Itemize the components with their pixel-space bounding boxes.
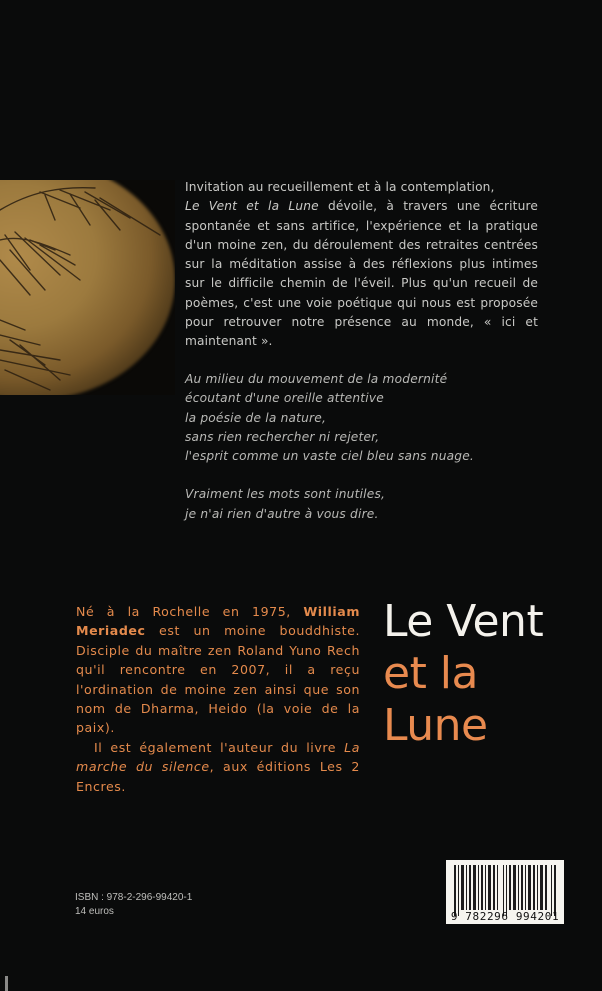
barcode-bars bbox=[454, 865, 558, 910]
isbn-label: ISBN : 978-2-296-99420-1 bbox=[75, 892, 193, 903]
bio-text: Né à la Rochelle en 1975, bbox=[76, 604, 304, 619]
poem-line: sans rien rechercher ni rejeter, bbox=[185, 429, 380, 444]
poem-line: je n'ai rien d'autre à vous dire. bbox=[185, 506, 379, 521]
author-name: William Meriadec bbox=[76, 604, 360, 639]
book-title bbox=[383, 596, 543, 752]
book-title-ref: La marche du silence bbox=[76, 739, 360, 775]
pine-branches-icon bbox=[0, 180, 175, 395]
title-line-2: et la bbox=[383, 648, 478, 699]
title-line-1: Le Vent bbox=[383, 596, 544, 647]
author-bio bbox=[76, 602, 360, 796]
poem-line: l'esprit comme un vaste ciel bleu sans nuage. bbox=[185, 449, 475, 464]
blurb-line1: Invitation au recueillement et à la contemplation, bbox=[185, 180, 495, 194]
poem-line: Au milieu du mouvement de la modernité bbox=[185, 372, 448, 386]
blurb-title-ref: Le Vent et la Lune bbox=[185, 199, 319, 214]
bio-paragraph-2 bbox=[76, 738, 360, 796]
blurb-body: dévoile, à travers une écriture spontanée et sans artifice, l'expérience et la pratique d'un moine zen, du déroulement des retraites centrées sur la méditation assise à des réflexions plus intimes sur le difficile chemin de l'éveil. Plus qu'un recueil de poèmes, c'est une voie poétique qui nous est proposée pour retrouver notre présence au monde, « ici et maintenant ». bbox=[185, 199, 538, 349]
poem bbox=[185, 370, 545, 524]
edge-mark bbox=[5, 976, 8, 991]
barcode bbox=[446, 860, 564, 924]
bio-paragraph-1 bbox=[76, 602, 360, 738]
poem-line: écoutant d'une oreille attentive bbox=[185, 391, 384, 406]
moon-photo bbox=[0, 180, 175, 395]
barcode-digits: 9 782296 994201 bbox=[450, 910, 560, 923]
bio-text: est un moine bouddhiste. Disciple du maître zen Roland Yuno Rech qu'il rencontre en 2007, il a reçu l'ordination de moine zen ainsi que son nom de Dharma, Heido (la voie de la paix). bbox=[76, 623, 360, 736]
blurb-paragraph bbox=[185, 178, 538, 352]
title-line-3: Lune bbox=[383, 700, 488, 751]
poem-line: Vraiment les mots sont inutiles, bbox=[185, 487, 386, 502]
bio-text: Il est également l'auteur du livre bbox=[94, 739, 345, 755]
isbn-block bbox=[75, 891, 192, 919]
price-label: 14 euros bbox=[75, 906, 114, 917]
bio-text: , aux éditions Les 2 Encres. bbox=[76, 759, 360, 794]
poem-line: la poésie de la nature, bbox=[185, 410, 327, 425]
blurb-text bbox=[185, 178, 538, 352]
